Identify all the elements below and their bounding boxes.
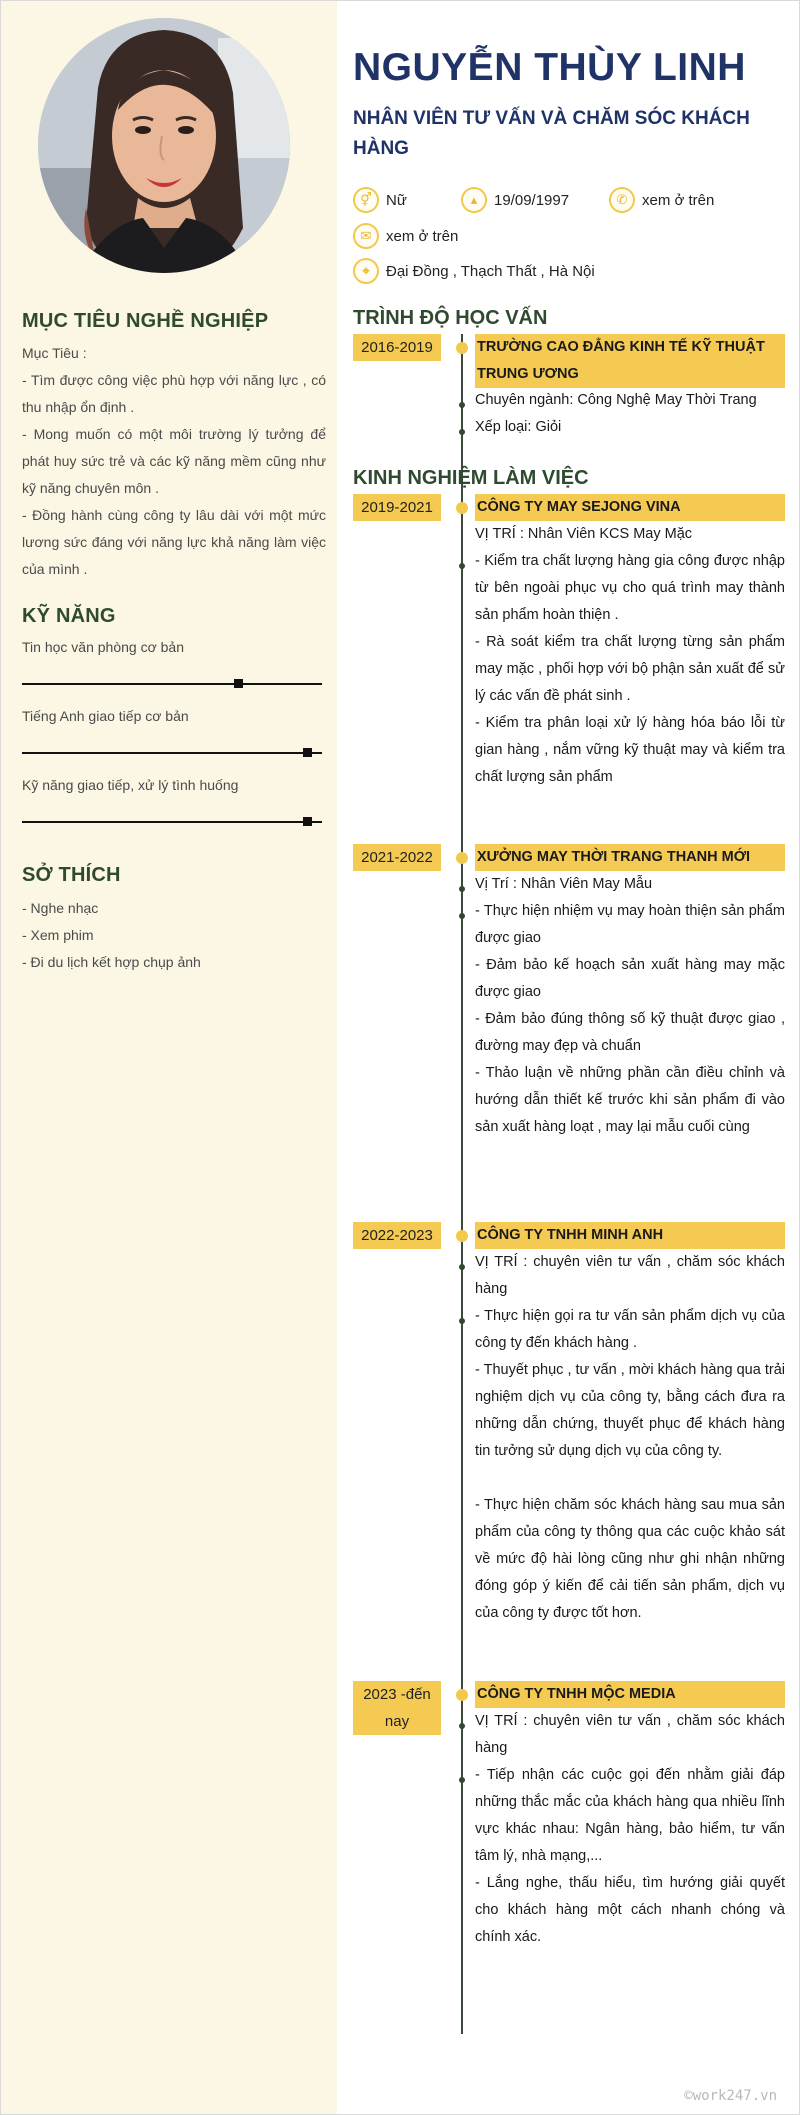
address-info — [353, 258, 595, 284]
job-year: 2022-2023 — [353, 1222, 441, 1249]
map-marker-icon: ⌖ — [353, 258, 379, 284]
skill-bar — [22, 821, 322, 823]
timeline-dot — [456, 852, 468, 864]
job-title: NHÂN VIÊN TƯ VẤN VÀ CHĂM SÓC KHÁCH HÀNG — [353, 108, 750, 159]
job-desc: - Đảm bảo đúng thông số kỹ thuật được giao , đường may đẹp và chuẩn — [475, 1011, 785, 1054]
skill-label: Tin học văn phòng cơ bản — [22, 639, 184, 655]
bullet-icon — [459, 563, 465, 569]
skills-heading: KỸ NĂNG — [22, 605, 116, 627]
main-content — [337, 1, 799, 2114]
envelope-icon: ✉ — [353, 223, 379, 249]
objective-line: - Mong muốn có một môi trường lý tưởng để phát huy sức trẻ và các kỹ năng mềm cũng như kỹ năng chuyên môn . — [22, 426, 326, 496]
job-year: 2019-2021 — [353, 494, 441, 521]
objective-line: - Đồng hành cùng công ty lâu dài với một mức lương sức đáng với năng lực khả năng làm việc của mình . — [22, 507, 326, 577]
skill-bar — [22, 683, 322, 685]
phone-info — [609, 187, 714, 213]
job-role: VỊ TRÍ : Nhân Viên KCS May Mặc — [475, 526, 693, 542]
objective-text — [22, 340, 326, 583]
job-desc: - Đảm bảo kế hoạch sản xuất hàng may mặc được giao — [475, 957, 785, 1000]
watermark: ©work247.vn — [684, 2088, 777, 2104]
job-company: CÔNG TY TNHH MỘC MEDIA — [475, 1681, 785, 1708]
address-value: Đại Đồng , Thạch Thất , Hà Nội — [386, 262, 595, 280]
skill-label: Kỹ năng giao tiếp, xử lý tình huống — [22, 777, 239, 793]
job-year: 2021-2022 — [353, 844, 441, 871]
job-desc: - Thực hiện chăm sóc khách hàng sau mua sản phẩm của công ty thông qua các cuộc khảo sát về mức độ hài lòng cũng như ghi nhận những đóng góp ý kiến để cải tiến sản phẩm, dịch vụ của công ty được tốt hơn. — [475, 1497, 785, 1621]
job-desc: - Thực hiện gọi ra tư vấn sản phẩm dịch vụ của công ty đến khách hàng . — [475, 1308, 785, 1351]
skill-knob — [234, 679, 243, 688]
bullet-icon — [459, 1264, 465, 1270]
skill-label: Tiếng Anh giao tiếp cơ bản — [22, 708, 189, 724]
timeline-dot — [456, 1689, 468, 1701]
experience-heading: KINH NGHIỆM LÀM VIỆC — [353, 467, 589, 489]
bullet-icon — [459, 886, 465, 892]
bullet-icon — [459, 429, 465, 435]
job-desc: - Thảo luận về những phần cần điều chỉnh và hướng dẫn thiết kế trước khi sản phẩm đi vào sản xuất hàng loạt , may lại mẫu cuối cùng — [475, 1065, 785, 1135]
gender-value: Nữ — [386, 191, 407, 209]
timeline-dot — [456, 502, 468, 514]
timeline-dot — [456, 342, 468, 354]
bullet-icon — [459, 1777, 465, 1783]
skill-bar — [22, 752, 322, 754]
email-info — [353, 223, 458, 249]
job-company: CÔNG TY MAY SEJONG VINA — [475, 494, 785, 521]
bullet-icon — [459, 913, 465, 919]
portrait-photo — [38, 18, 290, 273]
job-desc: - Kiểm tra chất lượng hàng gia công được nhập từ bên ngoài phục vụ cho quá trình may thành sản phẩm hoàn thiện . — [475, 553, 785, 623]
education-heading: TRÌNH ĐỘ HỌC VẤN — [353, 307, 548, 329]
birthday-info — [461, 187, 569, 213]
job-company: CÔNG TY TNHH MINH ANH — [475, 1222, 785, 1249]
sidebar — [1, 1, 337, 2114]
skill-knob — [303, 748, 312, 757]
school-name: TRƯỜNG CAO ĐẲNG KINH TẾ KỸ THUẬT TRUNG ƯƠNG — [475, 334, 785, 388]
job-desc: - Thực hiện nhiệm vụ may hoàn thiện sản phẩm được giao — [475, 903, 785, 946]
job-desc: - Tiếp nhận các cuộc gọi đến nhằm giải đáp những thắc mắc của khách hàng qua nhiều lĩnh vực khác nhau: Ngân hàng, bảo hiểm, tư vấn tâm lý, nhà mạng,... — [475, 1767, 785, 1864]
email-value: xem ở trên — [386, 227, 459, 245]
job-role: VỊ TRÍ : chuyên viên tư vấn , chăm sóc khách hàng — [475, 1254, 785, 1297]
phone-icon: ✆ — [609, 187, 635, 213]
job-role: VỊ TRÍ : chuyên viên tư vấn , chăm sóc khách hàng — [475, 1713, 785, 1756]
bullet-icon — [459, 1723, 465, 1729]
job-desc: - Thuyết phục , tư vấn , mời khách hàng qua trải nghiệm dịch vụ của công ty, bằng cách đưa ra những dẫn chứng, thuyết phục để khách hàng tin tưởng sử dụng dịch vụ của công ty. — [475, 1362, 785, 1459]
job-desc: - Lắng nghe, thấu hiểu, tìm hướng giải quyết cho khách hàng một cách nhanh chóng và chính xác. — [475, 1875, 785, 1945]
gender-info — [353, 187, 407, 213]
phone-value: xem ở trên — [642, 191, 715, 209]
gender-icon: ⚥ — [353, 187, 379, 213]
objective-intro: Mục Tiêu : — [22, 345, 87, 361]
education-year: 2016-2019 — [353, 334, 441, 361]
bullet-icon — [459, 402, 465, 408]
hobby-item: - Nghe nhạc — [22, 900, 99, 916]
hobby-item: - Đi du lịch kết hợp chụp ảnh — [22, 954, 201, 970]
hobby-item: - Xem phim — [22, 927, 94, 943]
job-desc: - Rà soát kiểm tra chất lượng từng sản phẩm may mặc , phối hợp với bộ phận sản xuất để sử lý các vấn đề phát sinh . — [475, 634, 785, 704]
hobbies-heading: SỞ THÍCH — [22, 864, 121, 886]
skill-knob — [303, 817, 312, 826]
objective-heading: MỤC TIÊU NGHỀ NGHIỆP — [22, 310, 269, 332]
education-major: Chuyên ngành: Công Nghệ May Thời Trang — [475, 392, 757, 408]
timeline-dot — [456, 1230, 468, 1242]
full-name: NGUYỄN THÙY LINH — [353, 46, 746, 89]
cake-icon: ▴ — [461, 187, 487, 213]
birthday-value: 19/09/1997 — [494, 191, 570, 209]
objective-line: - Tìm được công việc phù hợp với năng lực , có thu nhập ổn định . — [22, 372, 326, 415]
bullet-icon — [459, 1318, 465, 1324]
job-company: XƯỞNG MAY THỜI TRANG THANH MỚI — [475, 844, 785, 871]
job-year: 2023 -đến nay — [353, 1681, 441, 1735]
avatar — [38, 18, 290, 273]
job-desc: - Kiểm tra phân loại xử lý hàng hóa báo lỗi từ gian hàng , nắm vững kỹ thuật may và kiểm tra chất lượng sản phẩm — [475, 715, 785, 785]
education-grade: Xếp loại: Giỏi — [475, 419, 562, 435]
job-role: Vị Trí : Nhân Viên May Mẫu — [475, 876, 653, 892]
